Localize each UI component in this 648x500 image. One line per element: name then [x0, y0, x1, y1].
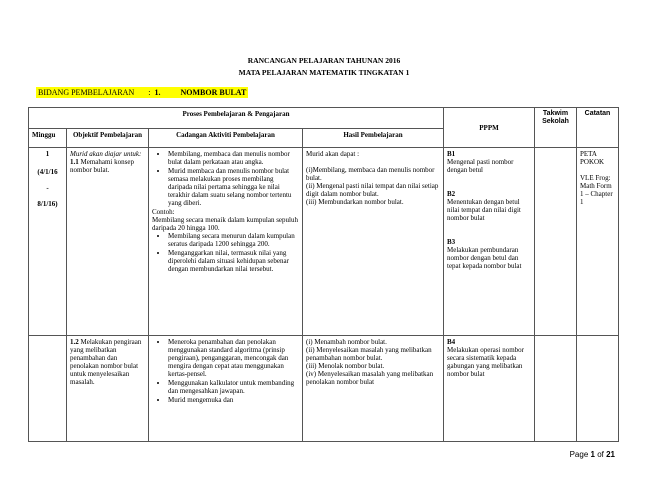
hasil-item: (iii) Menolak nombor bulat.	[306, 362, 385, 370]
bidang-pembelajaran	[36, 87, 248, 98]
aktiviti-cell	[149, 148, 303, 336]
minggu-dash: -	[46, 184, 49, 192]
takwim-cell	[535, 336, 577, 442]
minggu-end: 8/1/16)	[37, 200, 58, 208]
page-total: 21	[606, 450, 615, 459]
objektif-intro: Murid akan diajar untuk:	[70, 150, 142, 158]
table-row	[29, 336, 619, 442]
hasil-item: (ii) Mengenal pasti nilai tempat dan nilai setiap digit dalam nombor bulat.	[306, 182, 439, 198]
objektif-number: 1.1	[70, 158, 79, 166]
objektif-cell	[67, 148, 149, 336]
header-proses: Proses Pembelajaran & Pengajaran	[29, 108, 444, 129]
table-row	[29, 148, 619, 336]
pppm-text: Mengenal pasti nombor dengan betul	[447, 158, 514, 174]
list-item: • Murid mengemuka dan	[168, 396, 299, 404]
lesson-plan-table	[28, 107, 619, 442]
objektif-text: Memahami konsep nombor bulat.	[70, 158, 134, 174]
of-label: of	[597, 450, 604, 459]
header-hasil: Hasil Pembelajaran	[303, 129, 444, 148]
pppm-code: B2	[447, 190, 456, 198]
pppm-text: Menentukan dengan betul nilai tempat dan nilai digit nombor bulat	[447, 198, 521, 222]
hasil-item: (iv) Menyelesaikan masalah yang melibatkan penolakan nombor bulat	[306, 370, 434, 386]
hasil-item: (ii) Menyelesaikan masalah yang melibatkan penambahan nombor bulat.	[306, 346, 432, 362]
bidang-name: NOMBOR BULAT	[180, 88, 247, 97]
pppm-cell	[444, 336, 535, 442]
pppm-cell	[444, 148, 535, 336]
header-catatan: Catatan	[577, 108, 619, 148]
page-label: Page	[569, 450, 589, 459]
header-takwim: Takwim Sekolah	[535, 108, 577, 148]
bidang-number: 1.	[154, 88, 161, 97]
catatan-cell	[577, 336, 619, 442]
bidang-label: BIDANG PEMBELAJARAN	[38, 88, 135, 97]
hasil-intro: Murid akan dapat :	[306, 150, 360, 158]
header-cadangan: Cadangan Aktiviti Pembelajaran	[149, 129, 303, 148]
header-minggu: Minggu	[29, 129, 67, 148]
minggu-cell	[29, 148, 67, 336]
header-pppm: PPPM	[444, 108, 535, 148]
pppm-text: Melakukan operasi nombor secara sistematik kepada gabungan yang melibatkan nombor bulat	[447, 346, 524, 378]
list-item: • Membilang, membaca dan menulis nombor bulat dalam perkataan atau angka.	[168, 150, 299, 166]
minggu-number: 1	[45, 150, 50, 158]
list-item: • Murid membaca dan menulis nombor bulat semasa melakukan proses membilang daripada nilai pertama sehingga ke nilai terakhir dalam suatu selang nombor tertentu yang diberi.	[168, 167, 299, 207]
objektif-text: Melakukan pengiraan yang melibatkan penambahan dan penolakan nombor bulat untuk menyelesaikan masalah.	[70, 338, 142, 386]
aktiviti-cell	[149, 336, 303, 442]
list-item: • Meneroka penambahan dan penolakan menggunakan standard algoritma (prinsip pengiraan), penganggaran, mencongak dan mengira dengan cepat atau menggunakan kertas-pensel.	[168, 338, 299, 378]
document-subtitle: MATA PELAJARAN MATEMATIK TINGKATAN 1	[238, 68, 410, 77]
catatan-item: PETA POKOK	[580, 150, 605, 166]
pppm-text: Melakukan pembundaran nombor dengan betul dan tepat kepada nombor bulat	[447, 246, 522, 270]
pppm-code: B1	[447, 150, 456, 158]
hasil-item: (iii) Membundarkan nombor bulat.	[306, 198, 404, 206]
document-title: RANCANGAN PELAJARAN TAHUNAN 2016	[247, 56, 401, 65]
list-item: • Menganggarkan nilai, termasuk nilai yang diperolehi dalam situasi kehidupan sebenar dengan membundarkan nilai tersebut.	[168, 249, 299, 273]
pppm-code: B4	[447, 338, 456, 346]
header-objektif: Objektif Pembelajaran	[67, 129, 149, 148]
minggu-cell	[29, 336, 67, 442]
hasil-cell	[303, 148, 444, 336]
bidang-sep: :	[148, 88, 151, 97]
list-item: • Menggunakan kalkulator untuk membanding dan mengesahkan jawapan.	[168, 379, 299, 395]
list-item: • Membilang secara menurun dalam kumpulan seratus daripada 1200 sehingga 200.	[168, 232, 299, 248]
pppm-code: B3	[447, 238, 456, 246]
minggu-start: (4/1/16	[37, 168, 58, 176]
hasil-item: (i)Membilang, membaca dan menulis nombor bulat.	[306, 166, 435, 182]
contoh-text: Membilang secara menaik dalam kumpulan sepuluh daripada 20 hingga 100.	[152, 216, 298, 232]
takwim-cell	[535, 148, 577, 336]
page-footer	[570, 450, 615, 459]
hasil-item: (i) Menambah nombor bulat.	[306, 338, 387, 346]
catatan-cell	[577, 148, 619, 336]
objektif-number: 1.2	[70, 338, 79, 346]
hasil-cell	[303, 336, 444, 442]
page-number: 1	[590, 450, 595, 459]
objektif-cell	[67, 336, 149, 442]
catatan-item: VLE Frog: Math Form 1 – Chapter 1	[580, 174, 613, 206]
contoh-label: Contoh:	[152, 208, 175, 216]
